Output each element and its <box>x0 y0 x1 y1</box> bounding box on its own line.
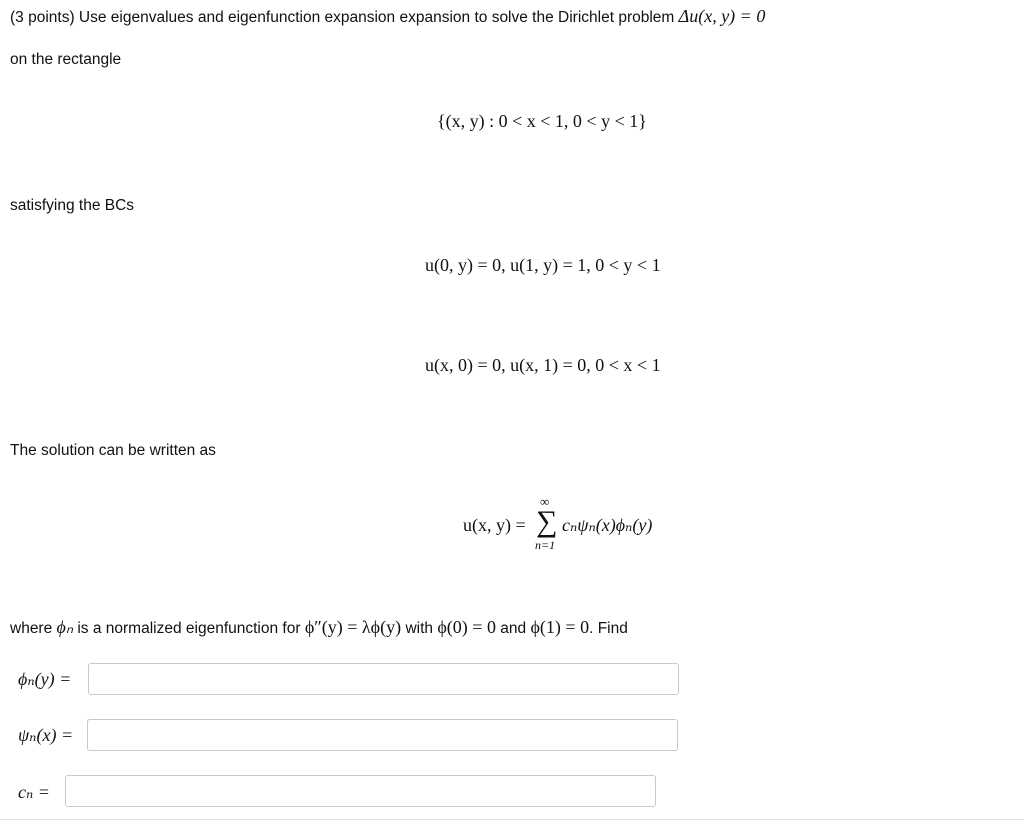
where-text-4: and <box>500 620 527 637</box>
c-n-label: cₙ = <box>18 782 50 802</box>
sigma-icon: ∑ <box>536 505 558 538</box>
summation <box>535 496 559 556</box>
where-text-3: with <box>405 620 434 637</box>
psi-n-label: ψₙ(x) = <box>18 725 74 745</box>
phi-n-label: ϕₙ(y) = <box>18 669 72 689</box>
where-clause <box>10 617 628 639</box>
where-text-2: is a normalized eigenfunction for <box>77 620 301 637</box>
where-bc-1: ϕ(0) = 0 <box>437 617 496 637</box>
sum-upper-limit: ∞ <box>540 494 550 509</box>
phi-n-input[interactable] <box>88 663 679 695</box>
sum-lower-limit: n=1 <box>535 538 556 552</box>
where-text-1: where <box>10 620 53 637</box>
solution-rhs: cₙψₙ(x)ϕₙ(y) <box>562 515 653 535</box>
domain-set: {(x, y) : 0 < x < 1, 0 < y < 1} <box>437 111 647 131</box>
pde-equation: Δu(x, y) = 0 <box>678 6 766 26</box>
satisfying-text: satisfying the BCs <box>10 197 135 214</box>
where-ode: ϕ″(y) = λϕ(y) <box>304 617 402 637</box>
intro-text: (3 points) Use eigenvalues and eigenfunction expansion expansion to solve the Dirichlet problem <box>10 9 675 26</box>
boundary-condition-2: u(x, 0) = 0, u(x, 1) = 0, 0 < x < 1 <box>425 355 661 375</box>
problem-intro <box>10 5 765 28</box>
psi-n-input[interactable] <box>87 719 678 751</box>
solution-text: The solution can be written as <box>10 442 216 459</box>
on-rectangle-text: on the rectangle <box>10 51 122 68</box>
where-bc-2: ϕ(1) = 0 <box>530 617 590 637</box>
bottom-divider <box>0 819 1024 820</box>
solution-lhs: u(x, y) = <box>463 515 526 535</box>
where-text-5: . Find <box>589 620 628 637</box>
c-n-input[interactable] <box>65 775 656 807</box>
boundary-condition-1: u(0, y) = 0, u(1, y) = 1, 0 < y < 1 <box>425 255 661 275</box>
where-phi-n: ϕₙ <box>56 617 74 637</box>
